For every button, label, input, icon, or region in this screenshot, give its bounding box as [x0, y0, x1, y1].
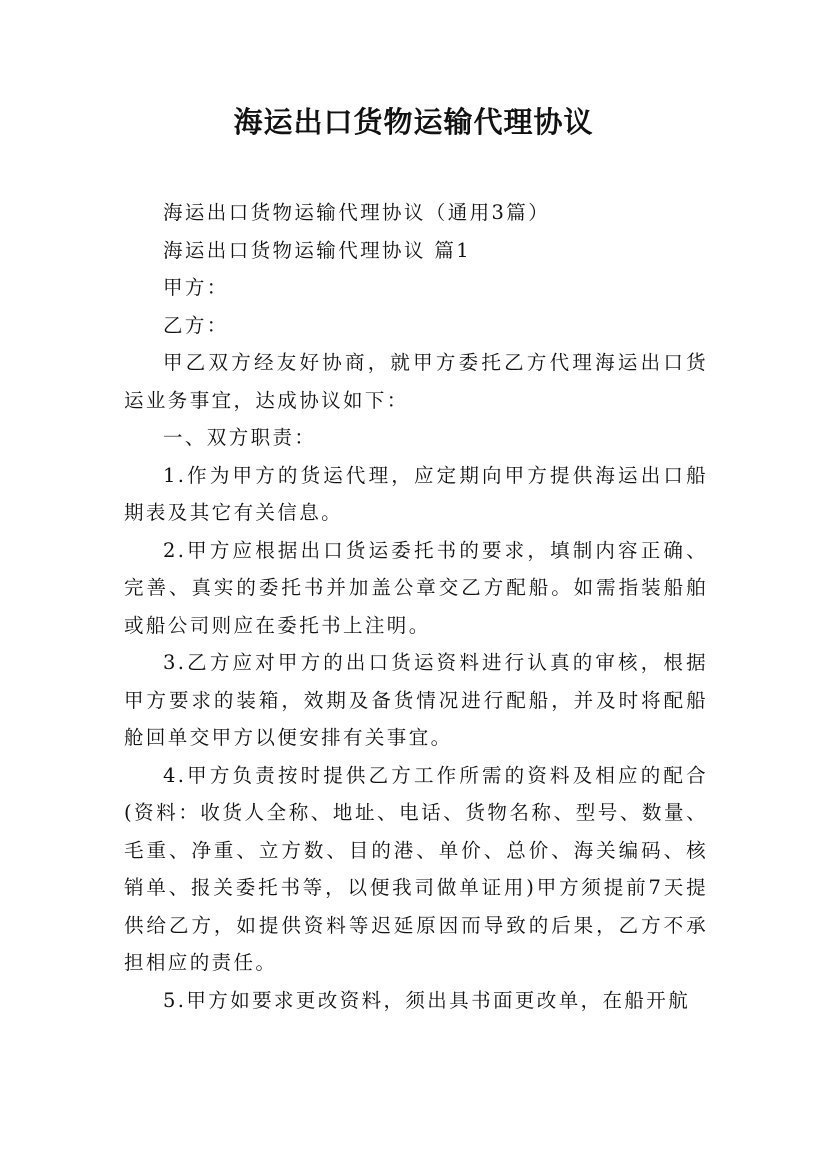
paragraph-item-4: 4.甲方负责按时提供乙方工作所需的资料及相应的配合(资料：收货人全称、地址、电话、货物名称、型号、数量、毛重、净重、立方数、目的港、单价、总价、海关编码、核销单、报关委托书等，以便我司做单证用)甲方须提前7天提供给乙方，如提供资料等迟延原因而导致的后果，乙方不承担相应的责任。 [124, 763, 708, 974]
paragraph-item-3: 3.乙方应对甲方的出口货运资料进行认真的审核，根据甲方要求的装箱，效期及备货情况进行配船，并及时将配船舱回单交甲方以便安排有关事宜。 [124, 651, 708, 749]
paragraph-section-heading: 海运出口货物运输代理协议 篇1 [163, 238, 472, 262]
paragraph-preamble: 甲乙双方经友好协商，就甲方委托乙方代理海运出口货运业务事宜，达成协议如下： [124, 351, 708, 412]
paragraph-clause-heading: 一、双方职责： [163, 426, 317, 449]
paragraph-item-1: 1.作为甲方的货运代理，应定期向甲方提供海运出口船期表及其它有关信息。 [124, 463, 708, 524]
paragraph-party-a: 甲方： [163, 276, 229, 299]
paragraph-subtitle: 海运出口货物运输代理协议（通用3篇） [163, 201, 551, 224]
document-title: 海运出口货物运输代理协议 [233, 105, 594, 139]
document-body [124, 194, 708, 1019]
paragraph-party-b: 乙方： [163, 313, 229, 337]
paragraph-item-5: 5.甲方如要求更改资料，须出具书面更改单，在船开航 [163, 988, 691, 1012]
paragraph-item-2: 2.甲方应根据出口货运委托书的要求，填制内容正确、完善、真实的委托书并加盖公章交乙方配船。如需指装船舶或船公司则应在委托书上注明。 [124, 538, 708, 637]
